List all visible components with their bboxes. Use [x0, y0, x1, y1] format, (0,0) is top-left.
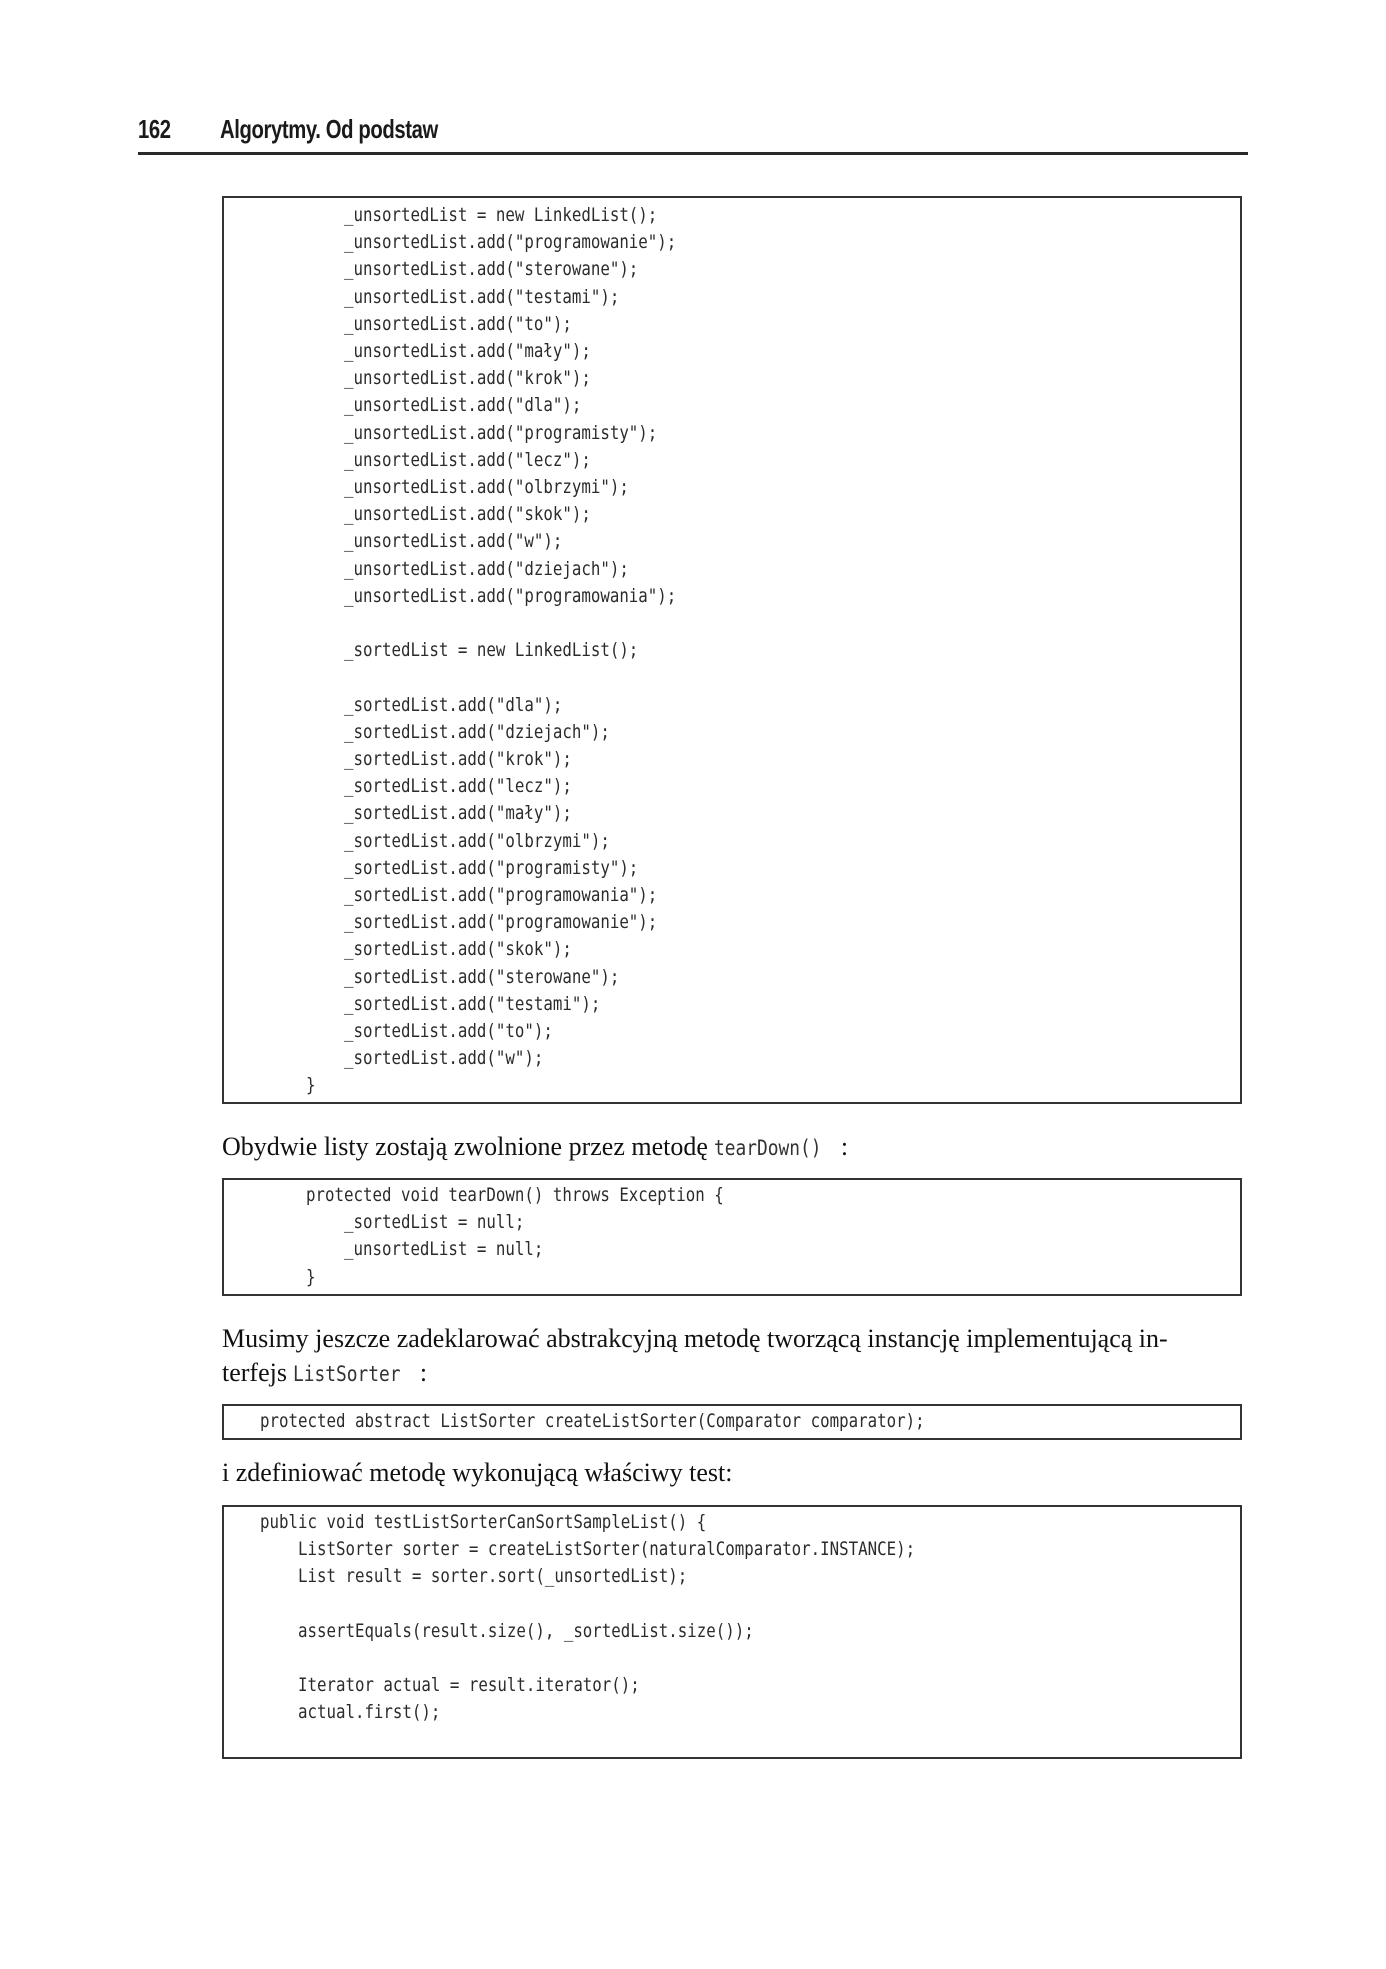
code-block-test [222, 1505, 1242, 1759]
code-line: _sortedList = null; [306, 1211, 525, 1234]
code-line: _sortedList.add("w"); [306, 1047, 544, 1070]
book-title: Algorytmy. Od podstaw [220, 114, 438, 144]
code-line: _unsortedList.add("dla"); [306, 394, 582, 417]
code-block-setup [222, 196, 1242, 1104]
code-line: } [306, 1265, 316, 1288]
paragraph-abstract-method [222, 1322, 1248, 1391]
code-line: _unsortedList.add("programisty"); [306, 421, 658, 444]
code-line: _unsortedList.add("w"); [306, 530, 563, 553]
paragraph-teardown [222, 1130, 1248, 1165]
code-block-abstract [222, 1404, 1242, 1440]
code-line: actual.first(); [260, 1701, 441, 1724]
page-number: 162 [138, 114, 171, 144]
paragraph-line-1: Musimy jeszcze zadeklarować abstrakcyjną metodę tworzącą instancję implementującą in- [222, 1324, 1168, 1353]
code-line: _sortedList.add("programowania"); [306, 884, 658, 906]
paragraph-text: Obydwie listy zostają zwolnione przez metodę [222, 1132, 715, 1161]
code-line: _sortedList.add("to"); [306, 1020, 553, 1042]
inline-code-teardown: tearDown() [714, 1136, 822, 1160]
code-block-teardown [222, 1178, 1242, 1296]
code-line: public void testListSorterCanSortSampleList() { [260, 1511, 707, 1533]
code-line: _sortedList.add("sterowane"); [306, 965, 620, 988]
code-line: assertEquals(result.size(), _sortedList.size()); [260, 1619, 754, 1642]
paragraph-line-2 [222, 1356, 1248, 1391]
code-line: _unsortedList.add("lecz"); [306, 448, 591, 471]
code-line: _unsortedList = null; [306, 1238, 544, 1261]
code-line: _sortedList.add("skok"); [306, 938, 572, 961]
paragraph-line-2-text: terfejs [222, 1358, 294, 1387]
code-line: _sortedList.add("mały"); [306, 802, 572, 825]
code-line: _sortedList.add("programisty"); [306, 856, 639, 879]
paragraph-line-2-suffix: : [419, 1358, 428, 1387]
code-line: protected void tearDown() throws Exception { [306, 1184, 724, 1206]
code-line: _unsortedList.add("olbrzymi"); [306, 476, 629, 498]
code-line: _unsortedList.add("krok"); [306, 367, 591, 390]
paragraph-test-method [222, 1456, 1248, 1490]
code-line: _unsortedList.add("testami"); [306, 285, 620, 308]
page-header [138, 112, 1248, 155]
code-line: ListSorter sorter = createListSorter(naturalComparator.INSTANCE); [260, 1538, 916, 1561]
code-line: _unsortedList.add("sterowane"); [306, 258, 639, 281]
code-line: _unsortedList.add("to"); [306, 312, 572, 335]
inline-code-listsorter: ListSorter [293, 1362, 401, 1386]
code-line: } [306, 1074, 316, 1097]
code-line: _sortedList.add("olbrzymi"); [306, 829, 610, 852]
code-line: protected abstract ListSorter createListSorter(Comparator comparator); [260, 1410, 925, 1432]
code-line: _unsortedList.add("programowanie"); [306, 231, 677, 254]
code-line: _sortedList.add("testami"); [306, 992, 601, 1015]
code-line: _unsortedList = new LinkedList(); [306, 204, 658, 226]
code-line: _sortedList.add("lecz"); [306, 775, 572, 798]
code-line: List result = sorter.sort(_unsortedList); [260, 1565, 688, 1588]
paragraph-suffix: : [840, 1132, 849, 1161]
code-line: _sortedList.add("dziejach"); [306, 720, 610, 743]
code-line: _unsortedList.add("mały"); [306, 340, 591, 362]
code-line: _unsortedList.add("programowania"); [306, 584, 677, 607]
code-line: Iterator actual = result.iterator(); [260, 1674, 640, 1697]
paragraph-text: i zdefiniować metodę wykonującą właściwy test: [222, 1458, 733, 1487]
code-line: _sortedList = new LinkedList(); [306, 639, 639, 662]
code-line: _sortedList.add("krok"); [306, 748, 572, 770]
code-line: _sortedList.add("programowanie"); [306, 911, 658, 934]
code-line: _unsortedList.add("dziejach"); [306, 557, 629, 580]
code-line: _unsortedList.add("skok"); [306, 503, 591, 526]
code-line: _sortedList.add("dla"); [306, 693, 563, 716]
